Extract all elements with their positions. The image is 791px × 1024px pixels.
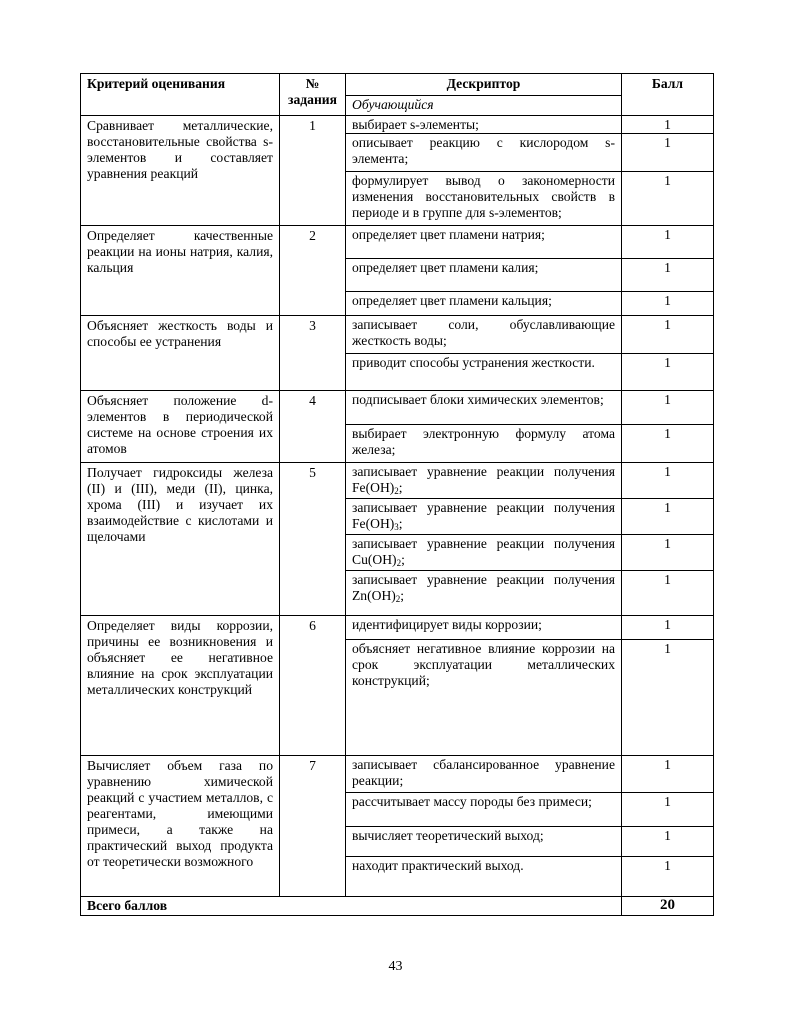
criterion-row	[81, 616, 714, 756]
descriptor-item	[346, 616, 621, 640]
descriptor-text: рассчитывает массу породы без примеси;	[352, 794, 592, 809]
points-value: 1	[622, 616, 713, 640]
descriptor-text: записывает уравнение реакции получения	[352, 572, 615, 587]
formula-subscript: 2	[396, 558, 402, 568]
points-value: 1	[622, 827, 713, 857]
chemical-formula: Zn(OH)	[352, 588, 396, 603]
task-number: 5	[280, 463, 346, 616]
header-criterion: Критерий оценивания	[81, 74, 280, 116]
points-list	[622, 391, 714, 463]
page-number: 43	[388, 959, 403, 974]
points-value: 1	[664, 858, 671, 873]
points-list	[622, 316, 714, 391]
header-task-number	[280, 74, 346, 116]
descriptor-tail: ;	[398, 480, 403, 495]
descriptor-list	[346, 226, 622, 316]
points-value: 1	[622, 499, 713, 535]
points-value: 1	[664, 572, 671, 587]
descriptor-text: объясняет негативное влияние коррозии на срок эксплуатации металлических конструкций;	[352, 641, 615, 688]
criterion-row	[81, 116, 714, 226]
task-number: 4	[280, 391, 346, 463]
descriptor-text: выбирает s-элементы;	[352, 117, 479, 132]
criterion-row	[81, 316, 714, 391]
points-value: 1	[622, 116, 713, 134]
descriptor-text: приводит способы устранения жесткости.	[352, 355, 595, 370]
descriptor-text: определяет цвет пламени натрия;	[352, 227, 545, 242]
criterion-text: Получает гидроксиды железа (II) и (III), меди (II), цинка, хрома (III) и изучает их взаимодействие с кислотами и щелочами	[81, 463, 280, 616]
descriptor-item	[346, 640, 621, 755]
header-task-number-symbol: №	[305, 76, 320, 91]
descriptor-item	[346, 463, 621, 499]
descriptor-item	[346, 756, 621, 793]
assessment-table	[80, 73, 714, 916]
points-value: 1	[622, 793, 713, 827]
descriptor-item	[346, 172, 621, 225]
descriptor-list	[346, 756, 622, 897]
chemical-formula: Cu(OH)	[352, 552, 397, 567]
descriptor-text: выбирает электронную формулу атома железа;	[352, 426, 615, 457]
points-value: 1	[622, 226, 713, 259]
descriptor-item	[346, 827, 621, 857]
criterion-text: Объясняет положение d-элементов в периодической системе на основе строения их атомов	[81, 391, 280, 463]
descriptor-item	[346, 226, 621, 259]
task-number: 1	[280, 116, 346, 226]
descriptor-item	[346, 499, 621, 535]
points-list	[622, 616, 714, 756]
descriptor-item	[346, 354, 621, 390]
descriptor-list	[346, 391, 622, 463]
chemical-formula: Fe(OH)	[352, 516, 395, 531]
descriptor-text: определяет цвет пламени калия;	[352, 260, 539, 275]
total-label: Всего баллов	[81, 897, 622, 916]
header-row	[81, 74, 714, 96]
chemical-formula: Fe(OH)	[352, 480, 395, 495]
descriptor-tail: ;	[400, 588, 405, 603]
points-value: 1	[622, 316, 713, 354]
descriptor-text: находит практический выход.	[352, 858, 524, 873]
points-value: 1	[622, 391, 713, 425]
points-list	[622, 116, 714, 226]
formula-subscript: 2	[395, 594, 401, 604]
descriptor-text: записывает соли, обуславливающие жесткость воды;	[352, 317, 615, 348]
descriptor-item	[346, 391, 621, 425]
task-number: 2	[280, 226, 346, 316]
task-number: 3	[280, 316, 346, 391]
points-list	[622, 463, 714, 616]
total-value: 20	[622, 897, 714, 916]
criterion-row	[81, 226, 714, 316]
descriptor-tail: ;	[398, 516, 403, 531]
descriptor-text: записывает уравнение реакции получения	[352, 500, 615, 515]
descriptor-item	[346, 134, 621, 172]
descriptor-list	[346, 616, 622, 756]
descriptor-text: вычисляет теоретический выход;	[352, 828, 544, 843]
descriptor-item	[346, 571, 621, 615]
descriptor-item	[346, 259, 621, 292]
criterion-text: Определяет виды коррозии, причины ее возникновения и объясняет ее негативное влияние на срок эксплуатации металлических конструкций	[81, 616, 280, 756]
criterion-row	[81, 391, 714, 463]
descriptor-list	[346, 463, 622, 616]
descriptor-item	[346, 116, 621, 134]
descriptor-text: идентифицирует виды коррозии;	[352, 617, 542, 632]
points-value: 1	[664, 641, 671, 656]
points-value: 1	[622, 259, 713, 292]
header-task-number-word: задания	[288, 92, 337, 107]
points-value: 1	[664, 173, 671, 188]
criterion-row	[81, 463, 714, 616]
header-points: Балл	[622, 74, 714, 116]
descriptor-text: записывает уравнение реакции получения	[352, 536, 615, 551]
points-value: 1	[664, 355, 671, 370]
descriptor-list	[346, 316, 622, 391]
descriptor-text: записывает сбалансированное уравнение реакции;	[352, 757, 615, 788]
descriptor-tail: ;	[401, 552, 405, 567]
header-descriptor-subject: Обучающийся	[346, 96, 622, 116]
descriptor-item	[346, 316, 621, 354]
descriptor-item	[346, 857, 621, 896]
descriptor-text: формулирует вывод о закономерности изменения восстановительных свойств в периоде и в группе для s-элементов;	[352, 173, 615, 220]
points-value: 1	[622, 535, 713, 571]
task-number: 6	[280, 616, 346, 756]
descriptor-text: записывает уравнение реакции получения	[352, 464, 615, 479]
descriptor-text: определяет цвет пламени кальция;	[352, 293, 552, 308]
criterion-text: Сравнивает металлические, восстановительные свойства s-элементов и составляет уравнения реакций	[81, 116, 280, 226]
header-descriptor: Дескриптор	[346, 74, 622, 96]
rubric-body	[81, 116, 714, 897]
formula-subscript: 3	[394, 522, 399, 532]
points-value: 1	[622, 463, 713, 499]
criterion-text: Определяет качественные реакции на ионы натрия, калия, кальция	[81, 226, 280, 316]
descriptor-text: описывает реакцию с кислородом s-элемента;	[352, 135, 615, 166]
points-value: 1	[622, 756, 713, 793]
points-list	[622, 756, 714, 897]
criterion-text: Вычисляет объем газа по уравнению химической реакций с участием металлов, с реагентами, имеющими примеси, а также на практический выход продукта от теоретически возможного	[81, 756, 280, 897]
descriptor-item	[346, 535, 621, 571]
descriptor-item	[346, 793, 621, 827]
criterion-text: Объясняет жесткость воды и способы ее устранения	[81, 316, 280, 391]
task-number: 7	[280, 756, 346, 897]
points-list	[622, 226, 714, 316]
descriptor-item	[346, 425, 621, 462]
descriptor-text: подписывает блоки химических элементов;	[352, 392, 604, 407]
total-row	[81, 897, 714, 916]
points-value: 1	[664, 293, 671, 308]
descriptor-list	[346, 116, 622, 226]
descriptor-item	[346, 292, 621, 315]
points-value: 1	[622, 134, 713, 172]
formula-subscript: 2	[394, 486, 399, 496]
criterion-row	[81, 756, 714, 897]
points-value: 1	[664, 426, 671, 441]
